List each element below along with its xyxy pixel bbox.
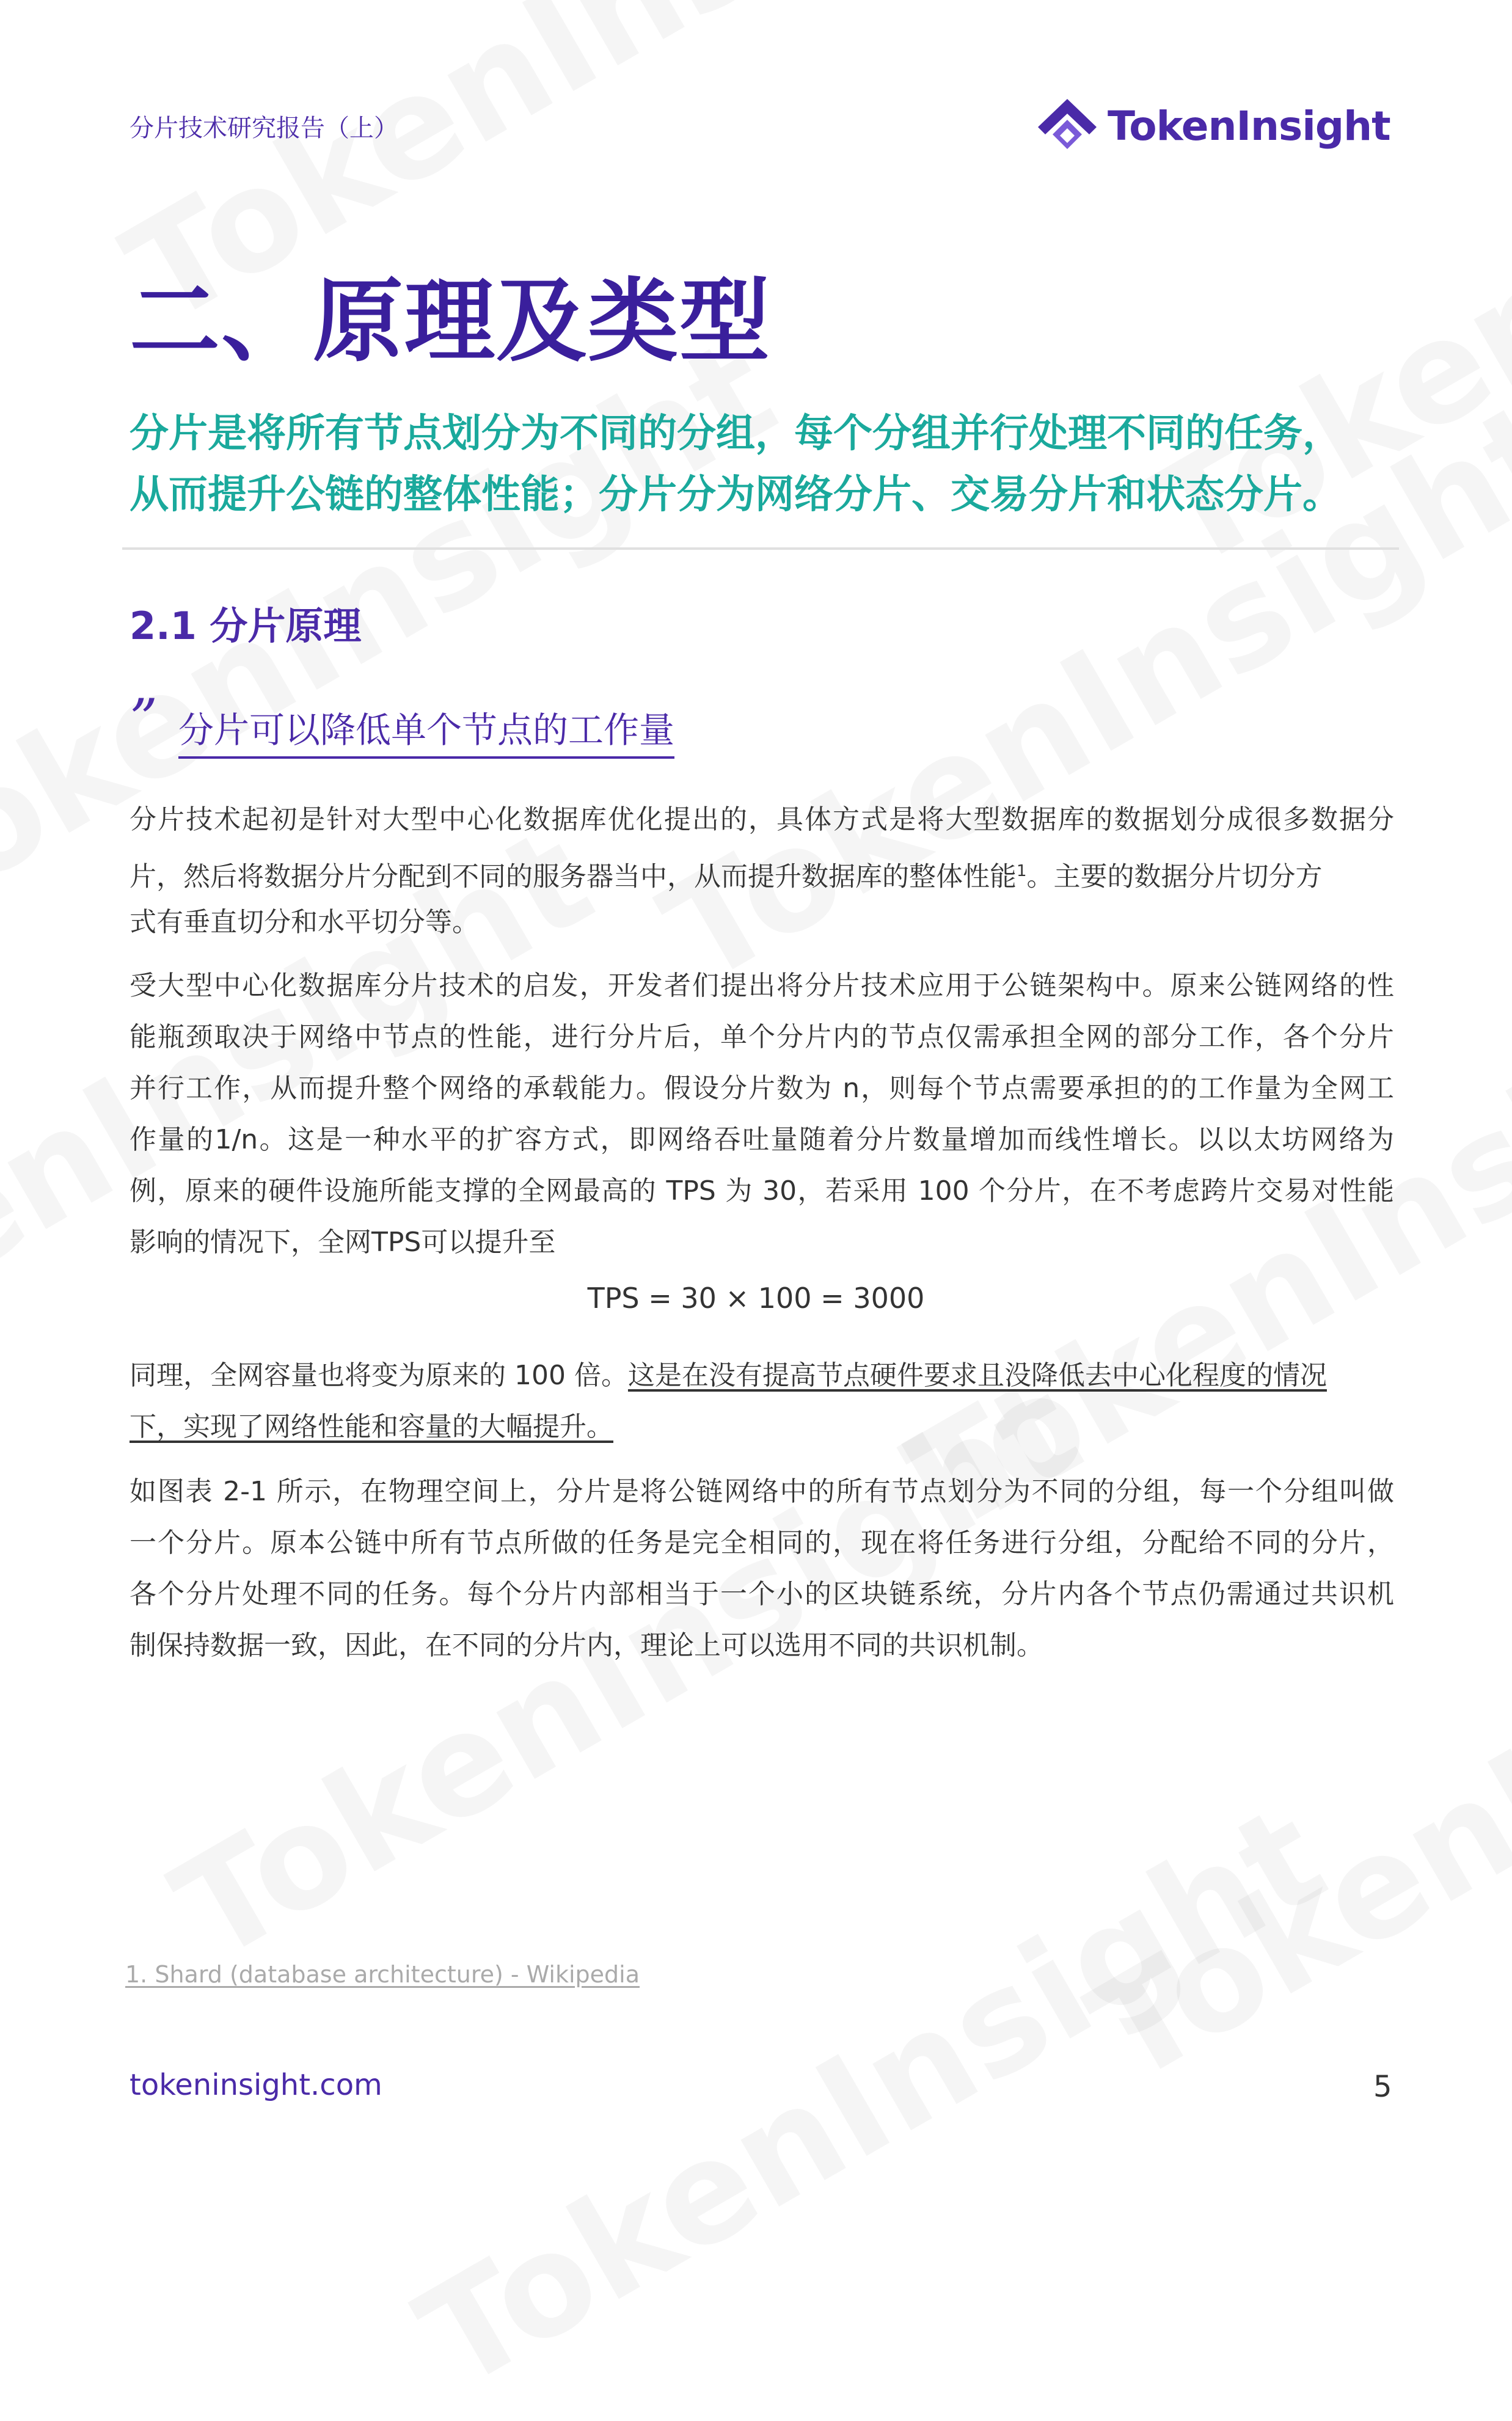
text-line: 能瓶颈取决于网络中节点的性能，进行分片后，单个分片内的节点仅需承担全网的部分工作，各个分片 [130, 1021, 1394, 1053]
text-line: 一个分片。原本公链中所有节点所做的任务是完全相同的，现在将任务进行分组，分配给不同的分片， [130, 1527, 1394, 1558]
text-line: 并行工作，从而提升整个网络的承载能力。假设分片数为 n，则每个节点需要承担的的工作量为全网工 [130, 1073, 1394, 1104]
chapter-title: 二、原理及类型 [130, 269, 771, 374]
brand-logo[interactable] [1035, 97, 1390, 158]
tokeninsight-logo-icon [1035, 97, 1099, 158]
footnote-ref[interactable]: 1 [1017, 862, 1027, 880]
text-line: 如图表 2-1 所示，在物理空间上，分片是将公链网络中的所有节点划分为不同的分组，每一个分组叫做 [130, 1476, 1394, 1507]
text-line: 各个分片处理不同的任务。每个分片内部相当于一个小的区块链系统，分片内各个节点仍需通过共识机 [130, 1579, 1394, 1610]
paragraph-4 [130, 1466, 1394, 1671]
watermark [393, 1774, 1350, 2420]
text-line: 受大型中心化数据库分片技术的启发，开发者们提出将分片技术应用于公链架构中。原来公链网络的性 [130, 970, 1394, 1001]
chapter-lead [130, 403, 1406, 525]
lead-line: 分片是将所有节点划分为不同的分组，每个分组并行处理不同的任务， [130, 411, 1342, 456]
divider [122, 547, 1399, 550]
text-line: 作量的1/n。这是一种水平的扩容方式，即网络吞吐量随着分片数量增加而线性增长。以以太坊网络为 [130, 1124, 1394, 1155]
text-line [130, 845, 1394, 897]
text-line: 制保持数据一致，因此，在不同的分片内，理论上可以选用不同的共识机制。 [130, 1630, 1043, 1661]
text-line: 影响的情况下，全网TPS可以提升至 [130, 1227, 556, 1258]
underlined-text: 下，实现了网络性能和容量的大幅提升。 [130, 1411, 613, 1442]
footer-website-link[interactable]: tokeninsight.com [130, 2068, 382, 2102]
page-number: 5 [1373, 2070, 1392, 2104]
lead-line: 从而提升公链的整体性能；分片分为网络分片、交易分片和状态分片。 [130, 472, 1342, 517]
text-line [130, 1350, 1394, 1401]
text-line: 分片技术起初是针对大型中心化数据库优化提出的，具体方式是将大型数据库的数据划分成很多数据分 [130, 804, 1394, 835]
paragraph-3 [130, 1350, 1394, 1453]
formula: TPS = 30 × 100 = 3000 [587, 1282, 925, 1315]
paragraph-2 [130, 960, 1394, 1268]
footnote-link[interactable]: 1. Shard (database architecture) - Wikipedia [125, 1961, 640, 1988]
quote-mark-icon: ” [130, 687, 158, 751]
pull-quote: 分片可以降低单个节点的工作量 [178, 701, 674, 759]
header-report-title: 分片技术研究报告（上） [130, 114, 398, 142]
section-heading: 2.1 分片原理 [130, 604, 362, 648]
text-line: 式有垂直切分和水平切分等。 [130, 907, 479, 938]
paragraph-1 [130, 794, 1394, 948]
logo-wordmark: TokenInsight [1108, 103, 1390, 150]
underlined-text: 这是在没有提高节点硬件要求且没降低去中心化程度的情况 [627, 1360, 1327, 1391]
text-span: 。主要的数据分片切分方 [1026, 861, 1323, 893]
text-line: 例，原来的硬件设施所能支撑的全网最高的 TPS 为 30，若采用 100 个分片，在不考虑跨片交易对性能 [130, 1175, 1394, 1207]
text-span: 同理，全网容量也将变为原来的 100 倍。 [130, 1360, 628, 1391]
text-span: 片，然后将数据分片分配到不同的服务器当中，从而提升数据库的整体性能 [130, 861, 1017, 893]
